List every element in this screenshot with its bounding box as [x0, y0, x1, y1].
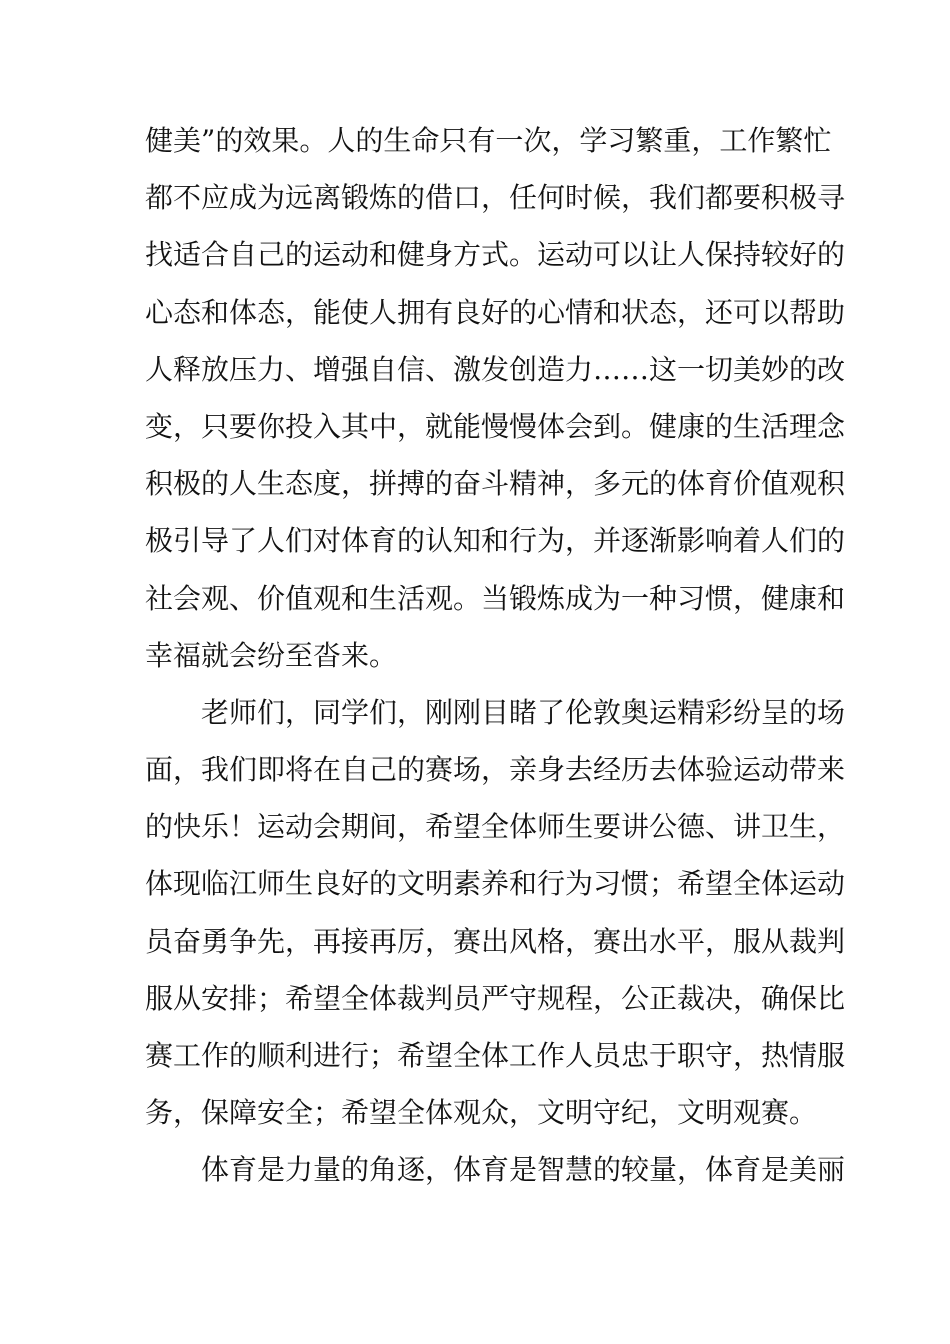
text-line: 体育是力量的角逐，体育是智慧的较量，体育是美丽 — [145, 1153, 846, 1187]
text-line: 积极的人生态度，拼搏的奋斗精神，多元的体育价值观积 — [145, 467, 846, 501]
text-line: 幸福就会纷至沓来。 — [145, 638, 398, 672]
text-line: 面，我们即将在自己的赛场，亲身去经历去体验运动带来 — [145, 753, 846, 787]
text-line: 老师们，同学们，刚刚目睹了伦敦奥运精彩纷呈的场 — [145, 695, 846, 729]
text-line: 社会观、价值观和生活观。当锻炼成为一种习惯，健康和 — [145, 581, 846, 615]
text-line: 人释放压力、增强自信、激发创造力……这一切美妙的改 — [145, 352, 846, 386]
text-line: 心态和体态，能使人拥有良好的心情和状态，还可以帮助 — [145, 295, 846, 329]
text-line: 员奋勇争先，再接再厉，赛出风格，赛出水平，服从裁判 — [145, 924, 846, 958]
text-line: 体现临江师生良好的文明素养和行为习惯；希望全体运动 — [145, 867, 846, 901]
text-line: 变，只要你投入其中，就能慢慢体会到。健康的生活理念 — [145, 409, 846, 443]
text-line: 的快乐！运动会期间，希望全体师生要讲公德、讲卫生， — [145, 810, 846, 844]
text-line: 赛工作的顺利进行；希望全体工作人员忠于职守，热情服 — [145, 1039, 846, 1072]
text-line: 务，保障安全；希望全体观众，文明守纪，文明观赛。 — [145, 1096, 818, 1130]
text-line: 服从安排；希望全体裁判员严守规程，公正裁决，确保比 — [145, 981, 846, 1015]
text-line: 极引导了人们对体育的认知和行为，并逐渐影响着人们的 — [145, 524, 846, 558]
text-line: 健美”的效果。人的生命只有一次，学习繁重，工作繁忙 — [145, 124, 832, 157]
text-line: 找适合自己的运动和健身方式。运动可以让人保持较好的 — [145, 238, 846, 272]
body-text — [145, 112, 846, 1199]
text-line: 都不应成为远离锻炼的借口，任何时候，我们都要积极寻 — [145, 181, 846, 215]
